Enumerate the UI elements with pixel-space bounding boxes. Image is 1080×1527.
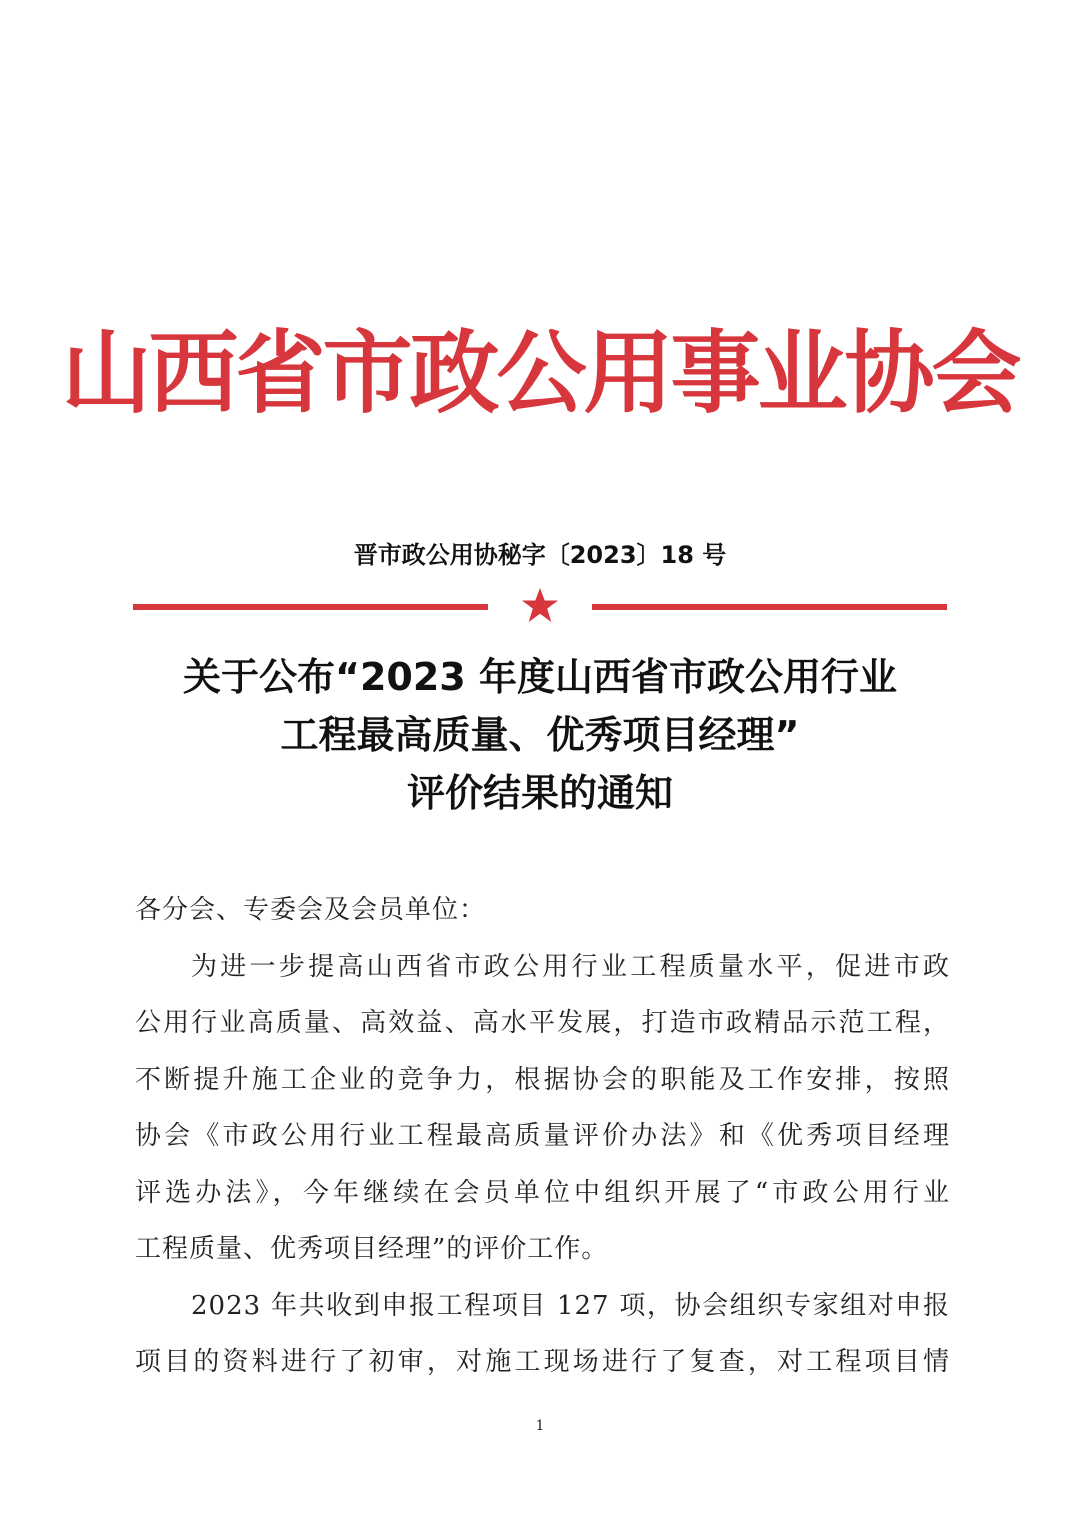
title-line: 关于公布“2023 年度山西省市政公用行业 bbox=[183, 655, 897, 699]
notice-title bbox=[0, 648, 1080, 822]
body-line: 协会《市政公用行业工程最高质量评价办法》和《优秀项目经理 bbox=[135, 1121, 950, 1151]
title-line: 工程最高质量、优秀项目经理” bbox=[280, 713, 800, 757]
page-number: 1 bbox=[535, 1418, 545, 1434]
body-line: 公用行业高质量、高效益、高水平发展，打造市政精品示范工程， bbox=[135, 1008, 950, 1038]
salutation: 各分会、专委会及会员单位： bbox=[135, 895, 487, 925]
body-line: 不断提升施工企业的竞争力，根据协会的职能及工作安排，按照 bbox=[135, 1064, 950, 1095]
document-number: 晋市政公用协秘字〔2023〕18 号 bbox=[353, 541, 727, 569]
title-line: 评价结果的通知 bbox=[406, 771, 673, 815]
star-icon bbox=[517, 584, 563, 628]
body-line: 评选办法》，今年继续在会员单位中组织开展了“市政公用行业 bbox=[135, 1177, 950, 1208]
body-line: 工程质量、优秀项目经理”的评价工作。 bbox=[135, 1234, 609, 1264]
notice-body bbox=[135, 882, 950, 1391]
red-divider-left bbox=[133, 604, 488, 610]
organization-masthead: 山西省市政公用事业协会 bbox=[61, 320, 1019, 426]
red-divider-right bbox=[592, 604, 947, 610]
body-line: 项目的资料进行了初审，对施工现场进行了复查，对工程项目情 bbox=[135, 1347, 950, 1377]
body-line: 2023 年共收到申报工程项目 127 项，协会组织专家组对申报 bbox=[191, 1290, 950, 1321]
body-line: 为进一步提高山西省市政公用行业工程质量水平，促进市政 bbox=[191, 951, 950, 982]
